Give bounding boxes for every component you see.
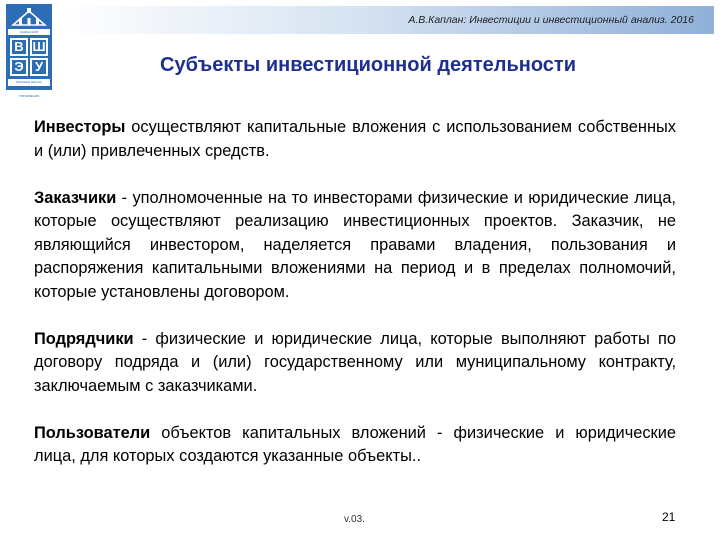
term-investors: Инвесторы bbox=[34, 118, 126, 136]
term-users: Пользователи bbox=[34, 423, 151, 442]
logo-letters bbox=[9, 37, 49, 77]
term-customers: Заказчики bbox=[34, 188, 117, 207]
slide-content bbox=[34, 116, 676, 492]
logo-bottom-text: ВЫСШАЯ ШКОЛА ЭКОНОМИКИ И УПРАВЛЕНИЯ bbox=[8, 79, 50, 86]
university-logo bbox=[6, 4, 52, 98]
logo-top-text: КАЗАНСКИЙ ГОСУДАРСТВЕННЫЙ bbox=[8, 29, 50, 35]
building-icon bbox=[9, 7, 49, 27]
logo-letter: Э bbox=[10, 58, 28, 76]
running-title: А.В.Каплан: Инвестиции и инвестиционный анализ. 2016 bbox=[408, 14, 694, 26]
logo-letter: Ш bbox=[30, 38, 48, 56]
definition-contractors: - физические и юридические лица, которые выполняют работы по договору подряда и (или) государственному или муниципальному контракту, заключаемым с заказчиками. bbox=[34, 329, 676, 395]
definition-investors: осуществляют капитальные вложения с использованием собственных и (или) привлеченных средств. bbox=[34, 118, 676, 160]
definition-customers: - уполномоченные на то инвесторами физические и юридические лица, которые осуществляют реализацию инвестиционных проектов. Заказчик, не являющийся инвестором, наделяется правами владения, пользования и распоряжения капитальными вложениями на период и в пределах полномочий, которые установлены договором. bbox=[34, 188, 676, 301]
page-number: 21 bbox=[662, 510, 676, 524]
paragraph-customers bbox=[34, 187, 676, 305]
term-contractors: Подрядчики bbox=[34, 329, 134, 348]
paragraph-contractors bbox=[34, 328, 676, 399]
paragraph-users bbox=[34, 422, 676, 469]
slide-title: Субъекты инвестиционной деятельности bbox=[160, 54, 576, 76]
definition-users: объектов капитальных вложений - физические и юридические лица, для которых создаются указанные объекты.. bbox=[34, 423, 676, 465]
logo-letter: В bbox=[10, 38, 28, 56]
paragraph-investors bbox=[34, 116, 676, 163]
logo-letter: У bbox=[30, 58, 48, 76]
version-label: v.03. bbox=[344, 514, 365, 525]
header-bar bbox=[58, 6, 714, 34]
